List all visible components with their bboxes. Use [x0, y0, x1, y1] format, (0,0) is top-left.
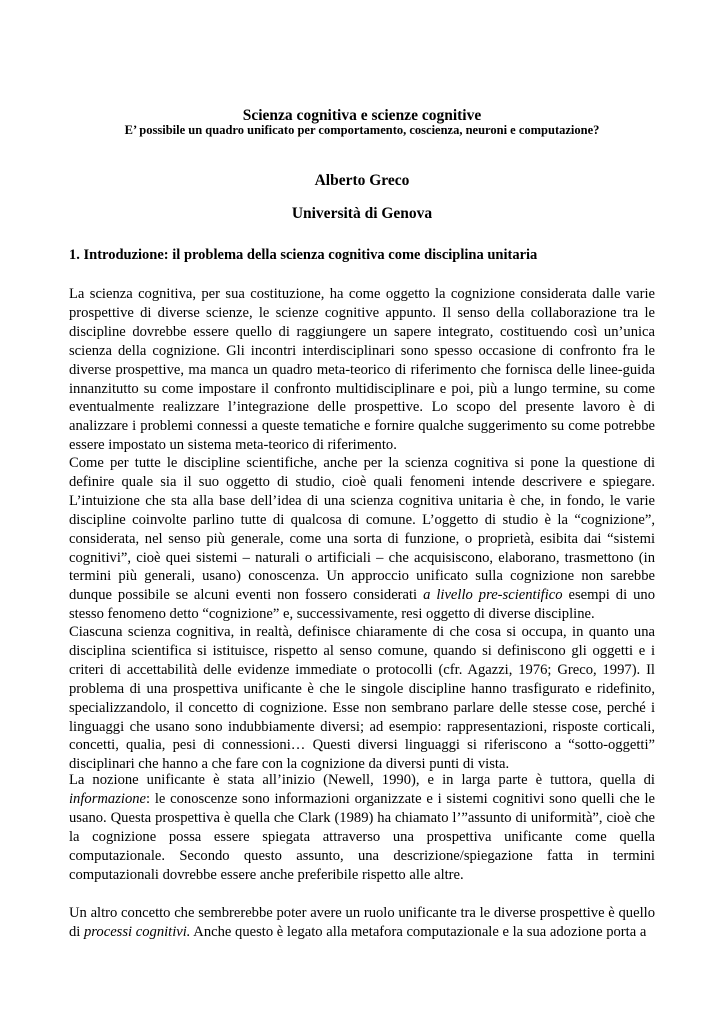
- paper-title: Scienza cognitiva e scienze cognitive: [242, 107, 482, 124]
- author-name: Alberto Greco: [314, 172, 410, 189]
- paragraph: [69, 904, 655, 942]
- section-heading: 1. Introduzione: il problema della scienza cognitiva come disciplina unitaria: [69, 247, 538, 263]
- paper-subtitle: E’ possibile un quadro unificato per comportamento, coscienza, neuroni e computazione?: [124, 123, 600, 137]
- paragraph-text: Come per tutte le discipline scientifiche, anche per la scienza cognitiva si pone la questione di definire quale sia il suo oggetto di studio, cioè quali fenomeni intende descrivere e spiegare. L’intuizione che sta alla base dell’idea di una scienza cognitiva unitaria è che, in fondo, le varie discipline coinvolte parlino tutte di qualcosa di comune. L’oggetto di studio è la “cognizione”, considerata, nel senso più generale, come una sorta di funzione, o proprietà, esibita dai “sistemi cognitivi”, cioè quei sistemi – naturali o artificiali – che acquisiscono, elaborano, trasmettono (in termini più generali, usano) conoscenza. Un approccio unificato sulla cognizione non sarebbe dunque possibile se alcuni eventi non fossero considerati: [69, 455, 655, 604]
- paragraph-text: : le conoscenze sono informazioni organizzate e i sistemi cognitivi sono quelli che le usano. Questa prospettiva è quella che Clark (1989) ha chiamato l’”assunto di uniformità”, cioè che la cognizione possa essere spiegata attraverso una prospettiva unificante come quella computazionale. Secondo questo assunto, una descrizione/spiegazione fatta in termini computazionali dovrebbe essere anche preferibile rispetto alle altre.: [69, 790, 655, 883]
- italic-phrase: processi cognitivi.: [84, 923, 191, 940]
- paragraph: Ciascuna scienza cognitiva, in realtà, definisce chiaramente di che cosa si occupa, in quanto una disciplina scientifica si istituisce, rispetto al senso comune, quando si definiscono gli oggetti e i criteri di accettabilità delle evidenze immediate o protocolli (cfr. Agazzi, 1976; Greco, 1997). Il problema di una prospettiva unificante è che le singole discipline hanno trasfigurato e ridefinito, specializzandolo, il concetto di cognizione. Esse non sembrano parlare delle stesse cose, perché i linguaggi che usano sono indubbiamente diversi; ad esempio: rappresentazioni, risposte corticali, concetti, qualia, pesi di connessioni… Questi diversi linguaggi si riferiscono a “sotto-oggetti” disciplinari che hanno a che fare con la cognizione da diversi punti di vista.: [69, 624, 655, 773]
- paragraph-text: esempi di uno stesso fenomeno detto “cognizione” e, successivamente, resi oggetto di diverse discipline.: [69, 587, 655, 623]
- author-affiliation: Università di Genova: [291, 205, 433, 222]
- paragraph: [69, 454, 655, 624]
- paragraph-text: La nozione unificante è stata all’inizio (Newell, 1990), e in larga parte è tuttora, quella di: [69, 772, 655, 788]
- paragraph-text: Anche questo è legato alla metafora computazionale e la sua adozione porta a: [190, 923, 647, 940]
- paragraph-text: Un altro concetto che sembrerebbe poter avere un ruolo unificante tra le diverse prospettive è quello di: [69, 905, 655, 940]
- italic-phrase: a livello pre-scientifico: [423, 587, 563, 604]
- italic-phrase: informazione: [69, 790, 147, 807]
- paragraph: La scienza cognitiva, per sua costituzione, ha come oggetto la cognizione considerata dalle varie prospettive di diverse scienze, le scienze cognitive appunto. Il senso della collaborazione tra le discipline dovrebbe essere quello di raggiungere un sapere integrato, costituendo così un’unica scienza della cognizione. Gli incontri interdisciplinari sono spesso occasione di confronto fra le diverse prospettive, ma manca un quadro meta-teorico di riferimento che fornisca delle linee-guida innanzitutto su come impostare il confronto multidisciplinare e poi, più a lungo termine, su come eventualmente realizzare l’integrazione delle prospettive. Lo scopo del presente lavoro è di analizzare i problemi connessi a queste tematiche e fornire qualche suggerimento su come potrebbe essere impostato un sistema meta-teorico di riferimento.: [69, 286, 655, 454]
- paragraph: [69, 771, 655, 884]
